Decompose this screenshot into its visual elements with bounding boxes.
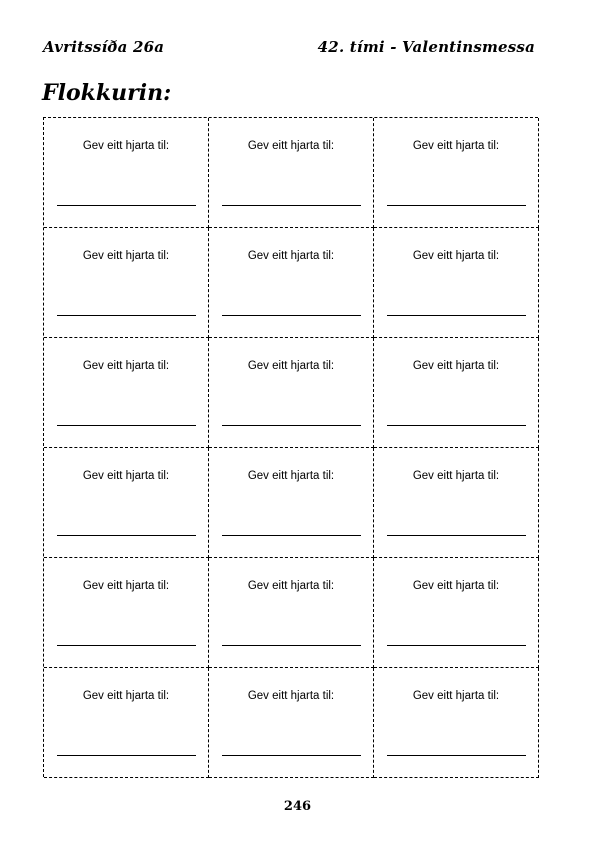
heart-card xyxy=(374,448,539,558)
name-write-line xyxy=(387,645,526,646)
heart-card xyxy=(374,228,539,338)
name-write-line xyxy=(387,315,526,316)
heart-card-label: Gev eitt hjarta til: xyxy=(247,360,335,372)
heart-card-label: Gev eitt hjarta til: xyxy=(82,470,170,482)
name-write-line xyxy=(387,535,526,536)
heart-card-label: Gev eitt hjarta til: xyxy=(247,690,335,702)
heart-card xyxy=(44,118,209,228)
heart-card xyxy=(44,668,209,778)
heart-card xyxy=(209,558,374,668)
heart-card xyxy=(374,118,539,228)
heart-card-label: Gev eitt hjarta til: xyxy=(412,690,500,702)
heart-card xyxy=(209,668,374,778)
heart-card-label: Gev eitt hjarta til: xyxy=(82,360,170,372)
heart-card xyxy=(209,338,374,448)
heart-card xyxy=(374,338,539,448)
name-write-line xyxy=(222,315,361,316)
heart-card-label: Gev eitt hjarta til: xyxy=(412,470,500,482)
heart-card xyxy=(209,448,374,558)
name-write-line xyxy=(57,425,196,426)
name-write-line xyxy=(222,205,361,206)
heart-card xyxy=(44,338,209,448)
name-write-line xyxy=(57,315,196,316)
heart-card-label: Gev eitt hjarta til: xyxy=(247,250,335,262)
heart-card xyxy=(209,118,374,228)
heart-card xyxy=(209,228,374,338)
name-write-line xyxy=(387,425,526,426)
heart-card xyxy=(374,668,539,778)
name-write-line xyxy=(387,755,526,756)
heart-card-label: Gev eitt hjarta til: xyxy=(82,690,170,702)
heart-card-label: Gev eitt hjarta til: xyxy=(247,140,335,152)
heart-card-label: Gev eitt hjarta til: xyxy=(412,580,500,592)
heart-card-label: Gev eitt hjarta til: xyxy=(247,470,335,482)
name-write-line xyxy=(57,535,196,536)
name-write-line xyxy=(222,755,361,756)
section-title: Flokkurin: xyxy=(42,80,172,106)
heart-card-label: Gev eitt hjarta til: xyxy=(412,360,500,372)
heart-card-label: Gev eitt hjarta til: xyxy=(82,140,170,152)
name-write-line xyxy=(222,645,361,646)
heart-card-label: Gev eitt hjarta til: xyxy=(82,580,170,592)
heart-card-label: Gev eitt hjarta til: xyxy=(247,580,335,592)
heart-card xyxy=(44,558,209,668)
name-write-line xyxy=(57,205,196,206)
page-number: 246 xyxy=(283,799,312,814)
heart-card-label: Gev eitt hjarta til: xyxy=(412,140,500,152)
name-write-line xyxy=(222,425,361,426)
cut-out-card-grid xyxy=(43,117,538,777)
page-header-right: 42. tími - Valentinsmessa xyxy=(317,38,535,56)
name-write-line xyxy=(57,755,196,756)
page-header-left: Avritssíða 26a xyxy=(43,38,165,56)
heart-card-label: Gev eitt hjarta til: xyxy=(82,250,170,262)
name-write-line xyxy=(57,645,196,646)
heart-card xyxy=(374,558,539,668)
name-write-line xyxy=(387,205,526,206)
name-write-line xyxy=(222,535,361,536)
heart-card xyxy=(44,448,209,558)
heart-card-label: Gev eitt hjarta til: xyxy=(412,250,500,262)
heart-card xyxy=(44,228,209,338)
